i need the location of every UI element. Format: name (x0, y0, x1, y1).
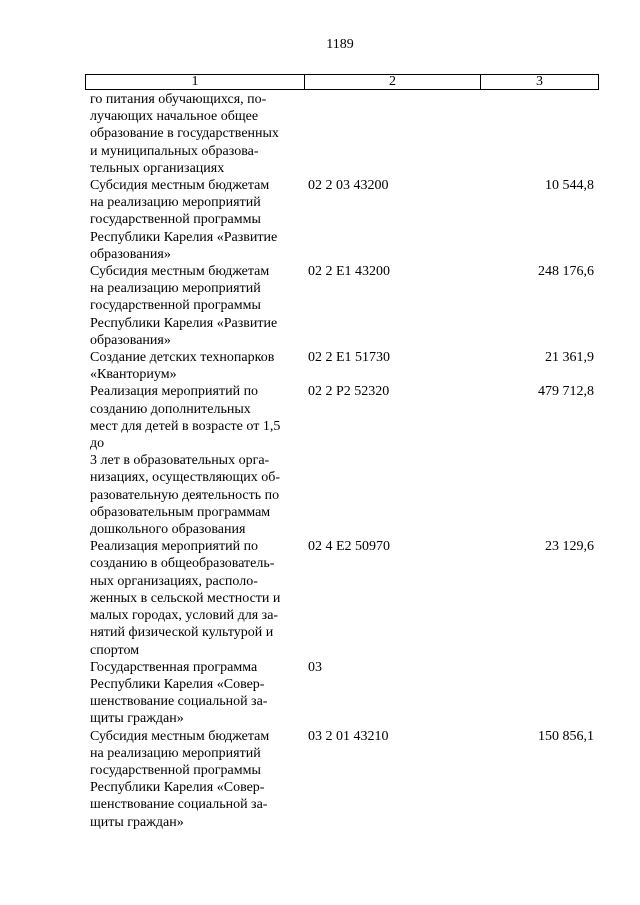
row-amount (488, 659, 594, 728)
table-body (90, 91, 600, 831)
row-amount: 248 176,6 (538, 264, 594, 280)
row-code: 02 2 03 43200 (308, 178, 389, 194)
row-description: Создание детских технопарков «Кванториум» (90, 350, 275, 383)
table-row (90, 659, 600, 728)
page-number: 1189 (326, 37, 354, 52)
row-code: 02 2 E1 51730 (308, 350, 391, 366)
row-code (308, 91, 488, 177)
table-row (90, 538, 600, 658)
row-code: 03 (308, 659, 322, 675)
row-amount: 479 712,8 (538, 384, 594, 400)
row-amount: 23 129,6 (545, 539, 594, 555)
row-code: 02 2 P2 52320 (308, 384, 390, 400)
header-col-2: 2 (305, 75, 481, 89)
table-row (90, 177, 600, 263)
table-row (90, 263, 600, 349)
row-code: 02 4 E2 50970 (308, 539, 391, 555)
row-description: Государственная программа Республики Карелия «Совер- шенствование социальной за- щиты граждан» (90, 659, 268, 727)
row-description: Субсидия местным бюджетам на реализацию мероприятий государственной программы Республики Карелия «Совер- шенствование социальной за- щиты граждан» (90, 728, 270, 830)
table-row (90, 91, 600, 177)
table-row (90, 728, 600, 831)
table-row (90, 349, 600, 383)
header-col-1: 1 (86, 75, 305, 89)
table-row (90, 383, 600, 538)
row-description: Реализация мероприятий по созданию в общеобразователь- ных организациях, располо- женных в сельской местности и малых городах, условий для за- нятий физической культурой и спортом (90, 539, 281, 658)
header-col-3: 3 (536, 74, 543, 89)
table-header-row (85, 74, 599, 90)
row-description: Субсидия местным бюджетам на реализацию мероприятий государственной программы Республики Карелия «Развитие образования» (90, 264, 278, 348)
row-amount: 21 361,9 (545, 350, 594, 366)
row-amount: 10 544,8 (545, 178, 594, 194)
row-amount (488, 91, 594, 177)
row-description: го питания обучающихся, по- лучающих начальное общее образование в государственных и муниципальных образова- тельных организациях (90, 92, 279, 176)
row-code: 02 2 E1 43200 (308, 264, 391, 280)
row-description: Субсидия местным бюджетам на реализацию мероприятий государственной программы Республики Карелия «Развитие образования» (90, 178, 278, 262)
row-description: Реализация мероприятий по созданию дополнительных мест для детей в возрасте от 1,5 до 3 лет в образовательных орга- низациях, осуществляющих об- разовательную деятельность по образовательным программам дошкольного образования (90, 384, 281, 538)
row-code: 03 2 01 43210 (308, 728, 389, 744)
row-amount: 150 856,1 (538, 728, 594, 744)
